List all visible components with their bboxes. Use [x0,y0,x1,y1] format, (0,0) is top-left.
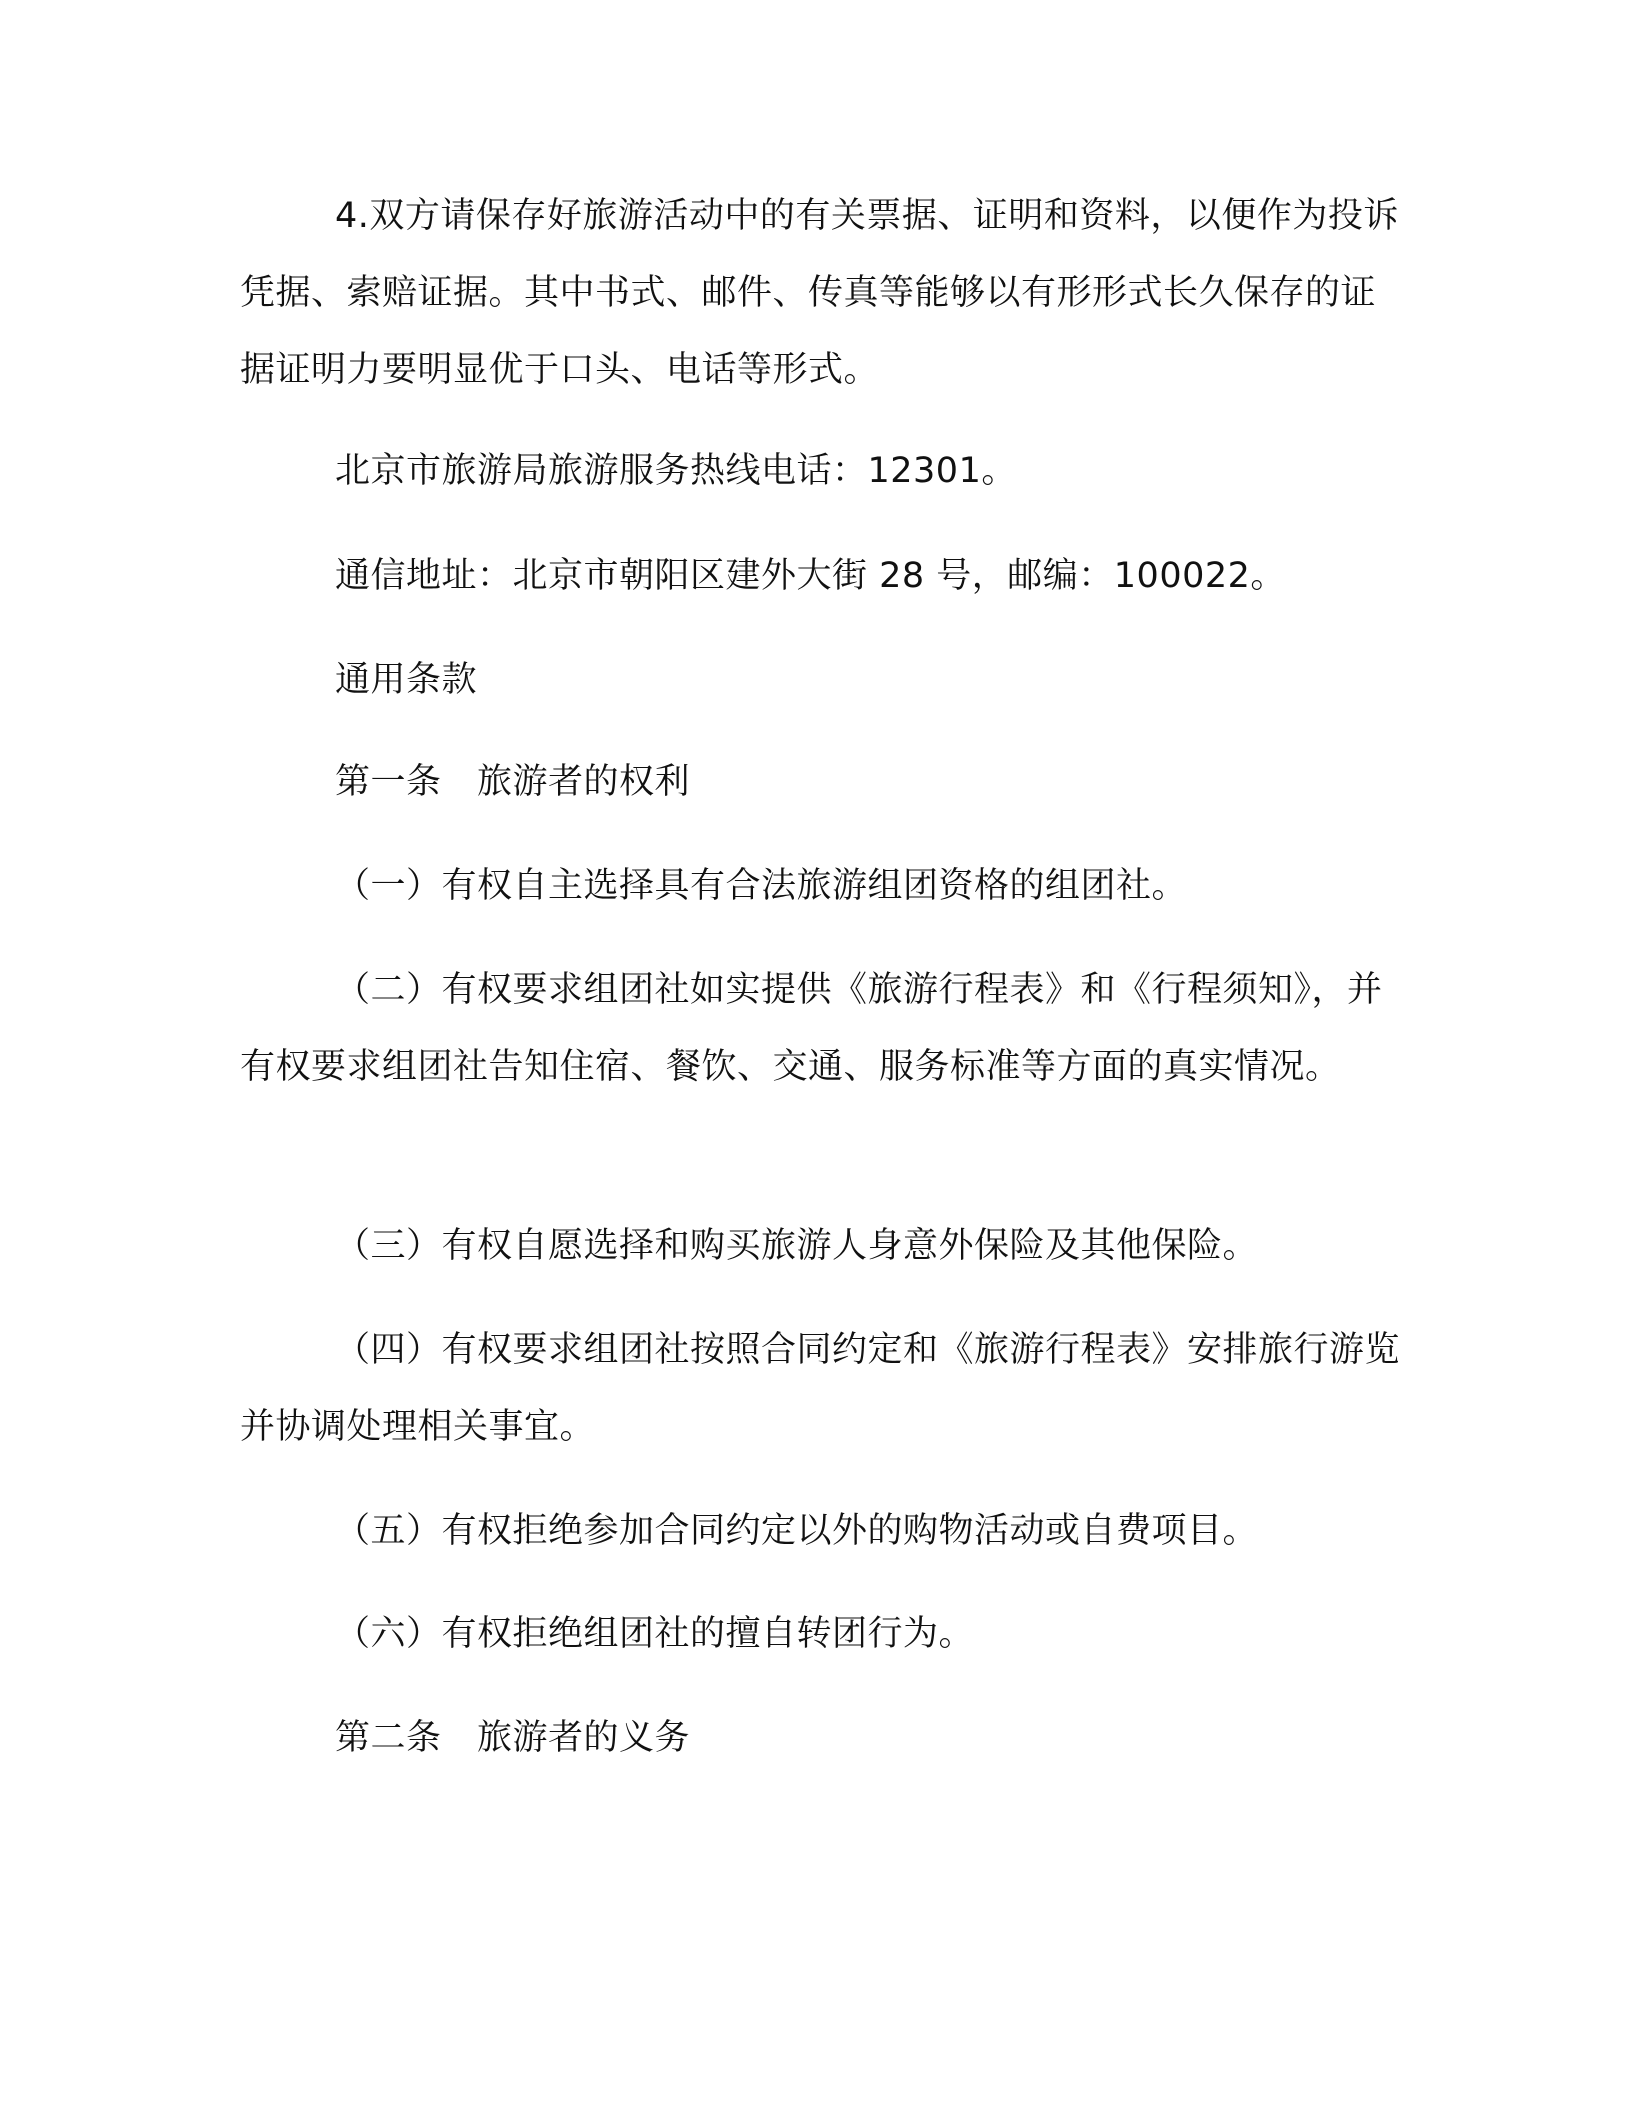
clause-1-6: （六）有权拒绝组团社的擅自转团行为。 [335,1614,975,1654]
clause-1-1: （一）有权自主选择具有合法旅游组团资格的组团社。 [335,866,1188,906]
article-title-1: 第一条 旅游者的权利 [335,762,691,802]
article-title-2: 第二条 旅游者的义务 [335,1718,691,1758]
clause-1-5: （五）有权拒绝参加合同约定以外的购物活动或自费项目。 [335,1511,1259,1551]
clause-1-3: （三）有权自愿选择和购买旅游人身意外保险及其他保险。 [335,1226,1259,1266]
section-title-general-terms: 通用条款 [335,660,478,700]
paragraph-hotline: 北京市旅游局旅游服务热线电话：12301。 [335,451,1017,491]
clause-1-2: （二）有权要求组团社如实提供《旅游行程表》和《行程须知》，并有权要求组团社告知住宿、餐饮、交通、服务标准等方面的真实情况。 [240,970,1383,1087]
paragraph-retain-evidence: 4.双方请保存好旅游活动中的有关票据、证明和资料，以便作为投诉凭据、索赔证据。其中书式、邮件、传真等能够以有形形式长久保存的证据证明力要明显优于口头、电话等形式。 [240,196,1399,390]
paragraph-address: 通信地址：北京市朝阳区建外大街 28 号，邮编：100022。 [335,556,1286,596]
clause-1-4: （四）有权要求组团社按照合同约定和《旅游行程表》安排旅行游览并协调处理相关事宜。 [240,1330,1401,1447]
